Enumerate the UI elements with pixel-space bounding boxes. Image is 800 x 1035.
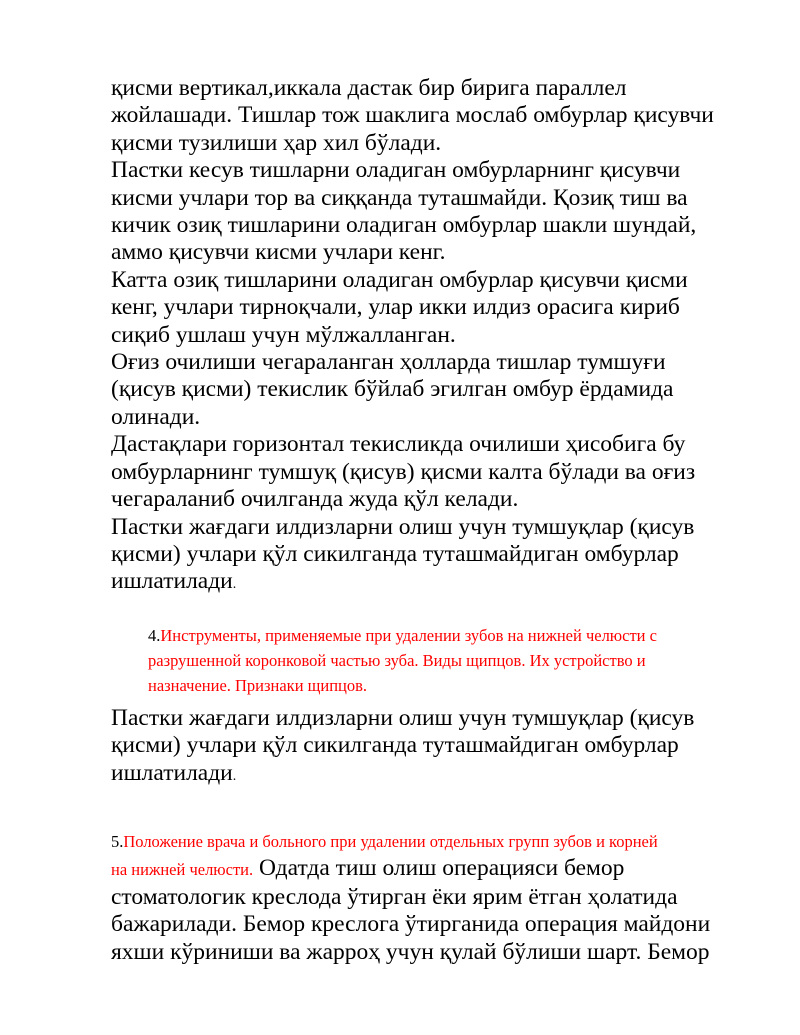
heading-line: разрушенной коронковой частью зуба. Виды щипцов. Их устройство и bbox=[148, 651, 646, 670]
section-number: 4. bbox=[148, 626, 161, 645]
text-line: кенг, учлари тирноқчали, улар икки илдиз орасига кириб bbox=[111, 294, 680, 321]
section-5-title-line bbox=[111, 828, 731, 855]
text-line: сиқиб ушлаш учун мўлжалланган. bbox=[111, 321, 456, 348]
text-line: қисми) учлари қўл сикилганда туташмайдиган омбурлар bbox=[111, 732, 679, 759]
paragraph-lower-roots bbox=[111, 705, 731, 790]
text-line bbox=[111, 568, 731, 598]
text-line: кисми учлари тор ва сиққанда туташмайди. Қозиқ тиш ва bbox=[111, 184, 688, 211]
section-4-heading bbox=[148, 623, 738, 698]
heading-text: Инструменты, применяемые при удалении зубов на нижней челюсти с bbox=[160, 626, 657, 645]
section-number: 5. bbox=[111, 832, 124, 851]
text-line: чегараланиб очилганда жуда қўл келади. bbox=[111, 486, 519, 513]
text-line: қисми тузилиши ҳар хил бўлади. bbox=[111, 129, 442, 156]
section-title: Положение врача и больного при удалении отдельных групп зубов и корней bbox=[123, 832, 658, 851]
heading-line: назначение. Признаки щипцов. bbox=[148, 676, 368, 695]
text-line: Оғиз очилиши чегараланган ҳолларда тишлар тумшуғи bbox=[111, 349, 666, 376]
text-line: Пастки жағдаги илдизларни олиш учун тумшуқлар (қисув bbox=[111, 513, 695, 540]
text-line: Катта озиқ тишларини оладиган омбурлар қисувчи қисми bbox=[111, 266, 688, 293]
text-fragment: Одатда тиш олиш операцияси бемор bbox=[253, 855, 625, 882]
section-5-paragraph bbox=[111, 828, 731, 966]
text-fragment: ишлатилади bbox=[111, 568, 233, 595]
text-line: Пастки кесув тишларни оладиган омбурларнинг қисувчи bbox=[111, 157, 681, 184]
text-line: аммо қисувчи кисми учлари кенг. bbox=[111, 239, 446, 266]
period-mark: . bbox=[232, 768, 237, 784]
text-line: жойлашади. Тишлар тож шаклига мослаб омбурлар қисувчи bbox=[111, 102, 714, 129]
section-title: на нижней челюсти. bbox=[111, 860, 254, 880]
text-line: олинади. bbox=[111, 403, 201, 430]
text-fragment: ишлатилади bbox=[111, 759, 233, 786]
text-line: бажарилади. Бемор креслога ўтирганида операция майдони bbox=[111, 911, 711, 938]
paragraph-forceps-types bbox=[111, 75, 731, 599]
text-line: стоматологик креслода ўтирган ёки ярим ётган ҳолатида bbox=[111, 883, 678, 910]
heading-line bbox=[148, 623, 738, 648]
text-line bbox=[111, 760, 731, 790]
text-line: (қисув қисми) текислик бўйлаб эгилган омбур ёрдамида bbox=[111, 376, 674, 403]
text-line: омбурларнинг тумшуқ (қисув) қисми калта бўлади ва оғиз bbox=[111, 458, 696, 485]
period-mark: . bbox=[232, 577, 237, 593]
text-line: қисми вертикал,иккала дастак бир бирига параллел bbox=[111, 75, 627, 101]
text-line: Пастки жағдаги илдизларни олиш учун тумшуқлар (қисув bbox=[111, 705, 695, 731]
text-line: яхши кўриниши ва жарроҳ учун қулай бўлиши шарт. Бемор bbox=[111, 938, 710, 965]
text-line: Дастақлари горизонтал текисликда очилиши ҳисобига бу bbox=[111, 431, 686, 458]
text-line: кичик озиқ тишларини оладиган омбурлар шакли шундай, bbox=[111, 212, 697, 239]
text-line: қисми) учлари қўл сикилганда туташмайдиган омбурлар bbox=[111, 540, 679, 567]
text-line bbox=[111, 855, 731, 883]
